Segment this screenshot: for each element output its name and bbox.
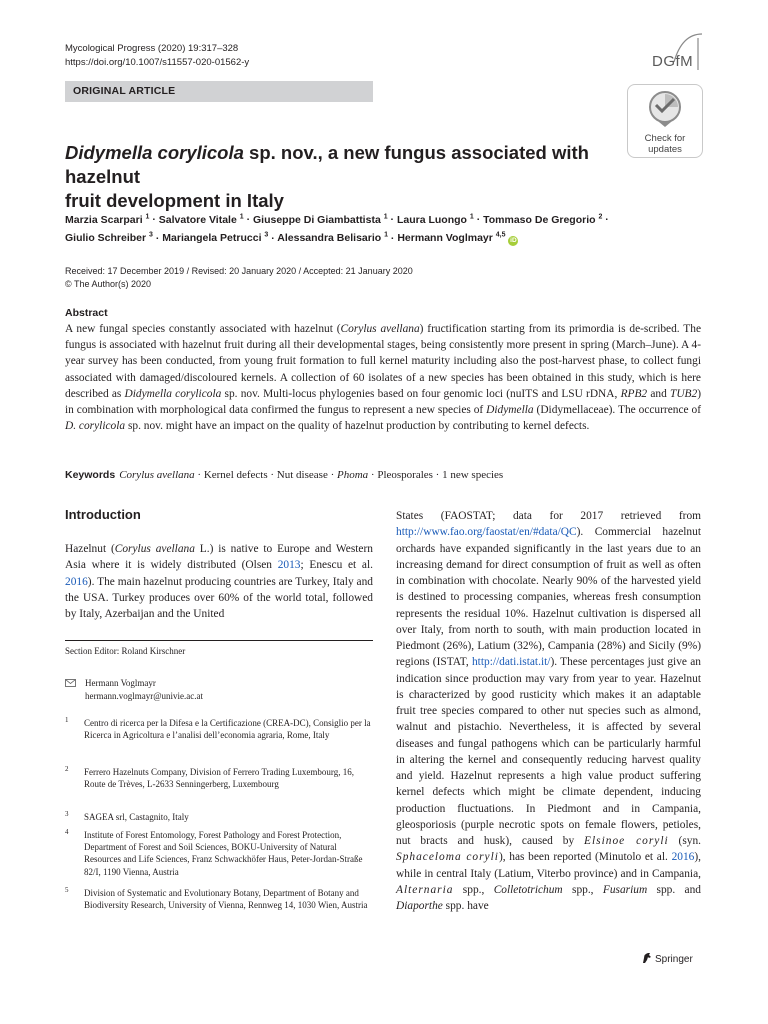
keywords: Keywords Corylus avellana · Kernel defects · Nut disease · Phoma · Pleosporales · 1 new species: [65, 469, 504, 481]
orcid-icon[interactable]: iD: [510, 237, 517, 244]
check-for-updates-label-1: Check for: [644, 133, 686, 144]
citation-link[interactable]: 2016: [65, 575, 88, 588]
society-logo-text: DGfM: [652, 53, 694, 70]
affiliation: 1 Centro di ricerca per la Difesa e la Certificazione (CREA-DC), Consiglio per la Ricerca in Agricoltura e l’analisi dell’economia agraria, Rome, Italy: [65, 716, 371, 741]
author[interactable]: Salvatore Vitale $^1$: [158, 213, 244, 226]
doi-link[interactable]: https://doi.org/10.1007/s11557-020-01562-y: [65, 57, 250, 68]
footnote-divider: [65, 640, 373, 641]
author[interactable]: Laura Luongo $^1$: [396, 213, 474, 226]
citation-link[interactable]: 2016: [671, 851, 695, 864]
author[interactable]: Giulio Schreiber $^3$: [65, 231, 153, 244]
istat-link[interactable]: http://dati.istat.it/: [471, 656, 551, 669]
article-title: [65, 141, 625, 213]
envelope-icon: [65, 679, 76, 687]
springer-logo: [641, 952, 693, 965]
copyright-line: © The Author(s) 2020: [65, 279, 152, 289]
corresponding-name: Hermann Voglmayr: [85, 678, 156, 688]
check-for-updates-label-2: updates: [648, 144, 682, 155]
journal-citation: [65, 42, 249, 70]
affiliation: 2 Ferrero Hazelnuts Company, Division of Ferrero Trading Luxembourg, 16, Route de Trèves, L-2633 Senningerberg, Luxembourg: [65, 765, 354, 790]
affiliation: 3 SAGEA srl, Castagnito, Italy: [65, 810, 189, 822]
author-list: Marzia Scarpari $^1$ · Salvatore Vitale $^1$ · Giuseppe Di Giambattista $^1$ · Laura Luongo $^1$ · Tommaso De Gregorio $^2$ · Giulio Schreiber $^3$ · Mariangela Petrucci $^3$ · Alessandra Belisario $^1$ · Hermann Voglmayr $^{4,5}$ iD: [65, 213, 609, 244]
introduction-heading: Introduction: [65, 507, 141, 522]
title-species: Didymella corylicola: [65, 142, 244, 163]
faostat-link[interactable]: http://www.fao.org/faostat/en/#data/QC: [396, 526, 577, 539]
abstract-text: A new fungal species constantly associated with hazelnut (Corylus avellana) fructification starting from its primordia is de-scribed. The fungus is associated with hazelnut fruit during all their developmental stages, being consistently more present in spring (March–June). A 4-year survey has been conducted, from young fruit formation to full kernel maturity including also the post-harvest phase, to collect fungi associated with damaged/discoloured kernels. A collection of 60 isolates of a new species has been obtained in this study, which is here described as Didymella corylicola sp. nov. Multi-locus phylogenies based on four genomic loci (nuITS and LSU rDNA, RPB2 and TUB2) in combination with morphological data confirmed the fungus to represent a new species of Didymella (Didymellaceae). The occurrence of D. corylicola sp. nov. might have an impact on the quality of hazelnut production by contributing to kernel defects.: [65, 323, 701, 433]
author[interactable]: Giuseppe Di Giambattista $^1$: [253, 213, 388, 226]
author[interactable]: Tommaso De Gregorio $^2$: [483, 213, 603, 226]
author[interactable]: Marzia Scarpari $^1$: [65, 213, 150, 226]
corresponding-email[interactable]: hermann.voglmayr@univie.ac.at: [85, 690, 203, 701]
author[interactable]: Mariangela Petrucci $^3$: [162, 231, 269, 244]
publication-dates: [65, 265, 413, 291]
introduction-right-column: States (FAOSTAT; data for 2017 retrieved from http://www.fao.org/faostat/en/#data/QC). Commercial hazelnut orchards have expanded significantly in the last years due to an increasing demand for direct consumption of fruit as well as often in combination with chocolate. Nearly 90% of the harvested yield is destined to processing companies, whereas fresh consumption represents the residual 10%. Hazelnut cultivation is dispersed all over Italy, from north to south, with main production located in Piedmont (26%), Latium (32%), Campania (28%) and Sicily (9%) regions (ISTAT, http://dati.istat.it/). These percentages just give an indication since production may vary from year to year. Hazelnut is characterized by good rusticity which makes it an adaptable fruit tree species compared to other nut species such as almond, walnut and pistachio. Nevertheless, it is affected by several diseases and fungal pathogens which can be particularly harmful in altering the kernel and consequently reducing harvest quality and yield. Hazelnut represents a high value product suffering kernel defects which might be climate dependent, inducing production fluctuations. In Piedmont and in Campania, gleosporiosis (purple necrotic spots on female flowers, petioles, nut bracts and husk), caused by Elsinoe coryli (syn. Sphaceloma coryli), has been reported (Minutolo et al. 2016), while in central Italy (Latium, Viterbo province) and in Campania, Alternaria spp., Colletotrichum spp., Fusarium spp. and Diaporthe spp. have: [396, 510, 702, 912]
title-part-1: sp. nov., a new fungus associated with hazelnut: [65, 142, 589, 187]
springer-horse-icon: [641, 952, 653, 964]
introduction-left-column: Hazelnut (Corylus avellana L.) is native to Europe and Western Asia where it is widely distributed (Olsen 2013; Enescu et al. 2016). The main hazelnut producing countries are Turkey, Italy and the USA. Turkey produces over 60% of the world total, followed by Italy, Azerbaijan and the United: [65, 543, 373, 621]
publisher-name: Springer: [655, 954, 693, 965]
abstract-heading: Abstract: [65, 307, 108, 319]
author[interactable]: Alessandra Belisario $^1$: [277, 231, 388, 244]
journal-issue: Mycological Progress (2020) 19:317–328: [65, 43, 239, 54]
title-part-2: fruit development in Italy: [65, 190, 284, 211]
author[interactable]: Hermann Voglmayr $^{4,5}$: [397, 231, 506, 244]
affiliation: 5 Division of Systematic and Evolutionary Botany, Department of Botany and Biodiversity Research, University of Vienna, Rennweg 14, 1030 Wien, Austria: [65, 886, 368, 911]
check-for-updates-icon: [647, 90, 683, 128]
section-editor: Section Editor: Roland Kirschner: [65, 646, 186, 656]
citation-link[interactable]: 2013: [277, 559, 301, 572]
keywords-heading: Keywords: [65, 469, 116, 481]
check-for-updates-badge[interactable]: [627, 84, 703, 158]
affiliation: 4 Institute of Forest Entomology, Forest Pathology and Forest Protection, Department of Forest and Soil Sciences, BOKU-University of Natural Resources and Life Sciences, Franz Schwackhöfer Haus, Peter-Jordan-Straße 82/I, 1190 Vienna, Austria: [65, 828, 363, 877]
article-type-banner: ORIGINAL ARTICLE: [65, 81, 373, 102]
dates-line: Received: 17 December 2019 / Revised: 20 January 2020 / Accepted: 21 January 2020: [65, 266, 413, 276]
